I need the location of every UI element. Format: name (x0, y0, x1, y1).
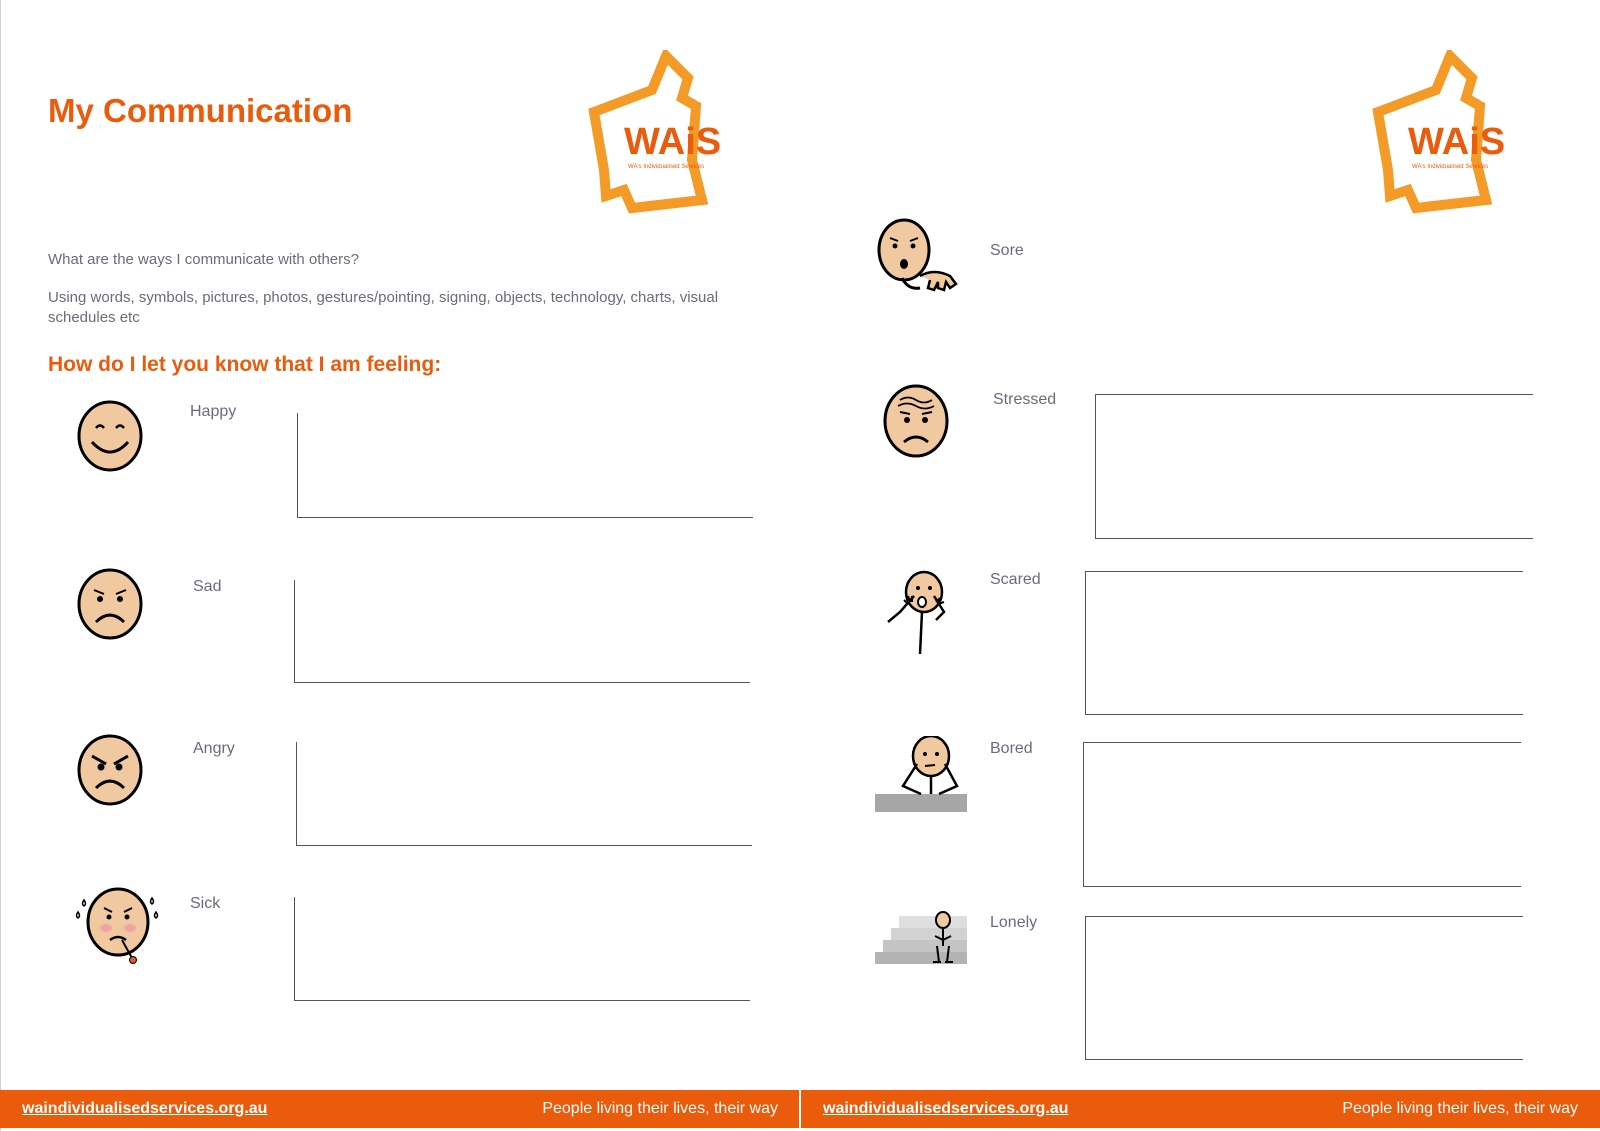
feeling-label-angry: Angry (193, 740, 235, 757)
sad-face-icon (74, 566, 146, 642)
feeling-label-sore: Sore (990, 242, 1024, 259)
wais-logo-right (1368, 50, 1528, 220)
answer-box-angry[interactable] (296, 742, 752, 846)
wais-logo (584, 50, 744, 220)
sick-face-icon (70, 886, 166, 968)
answer-box-happy[interactable] (297, 413, 753, 518)
answer-box-stressed[interactable] (1095, 394, 1533, 539)
feeling-label-sick: Sick (190, 895, 221, 912)
page-title: My Communication (48, 92, 353, 129)
footer-url-link-right[interactable]: waindividualisedservices.org.au (823, 1100, 1069, 1117)
page-edge-left (0, 0, 1, 1131)
sore-face-icon (874, 216, 962, 296)
communication-methods: Using words, symbols, pictures, photos, gestures/pointing, signing, objects, technology, charts, visual schedules etc (48, 289, 719, 326)
answer-box-sick[interactable] (294, 897, 750, 1001)
feeling-label-happy: Happy (190, 403, 237, 420)
footer-left (0, 1090, 800, 1128)
feeling-label-sad: Sad (193, 578, 222, 595)
feeling-label-lonely: Lonely (990, 914, 1038, 931)
feeling-label-scared: Scared (990, 571, 1041, 588)
answer-box-scared[interactable] (1085, 571, 1523, 715)
svg-text:WAiS: WAiS (1408, 121, 1506, 163)
page-divider (799, 1090, 801, 1128)
feelings-subheading: How do I let you know that I am feeling: (48, 353, 442, 376)
footer-slogan-right: People living their lives, their way (1342, 1100, 1578, 1117)
stressed-face-icon (880, 382, 952, 460)
answer-box-sad[interactable] (294, 580, 750, 683)
communication-question: What are the ways I communicate with others? (48, 251, 359, 268)
feeling-label-bored: Bored (990, 740, 1033, 757)
answer-box-lonely[interactable] (1085, 916, 1523, 1060)
svg-text:WA's Individualised Services: WA's Individualised Services (628, 164, 705, 170)
answer-box-bored[interactable] (1083, 742, 1521, 887)
lonely-person-icon (875, 910, 969, 972)
angry-face-icon (74, 732, 146, 808)
scared-person-icon (884, 570, 956, 656)
svg-text:WA's Individualised Services: WA's Individualised Services (1412, 164, 1489, 170)
footer-slogan: People living their lives, their way (542, 1100, 778, 1117)
feeling-label-stressed: Stressed (993, 391, 1057, 408)
svg-text:WAiS: WAiS (624, 121, 722, 163)
footer-url-link[interactable]: waindividualisedservices.org.au (22, 1100, 268, 1117)
footer-right (801, 1090, 1600, 1128)
happy-face-icon (74, 398, 146, 474)
bored-person-icon (875, 736, 969, 816)
